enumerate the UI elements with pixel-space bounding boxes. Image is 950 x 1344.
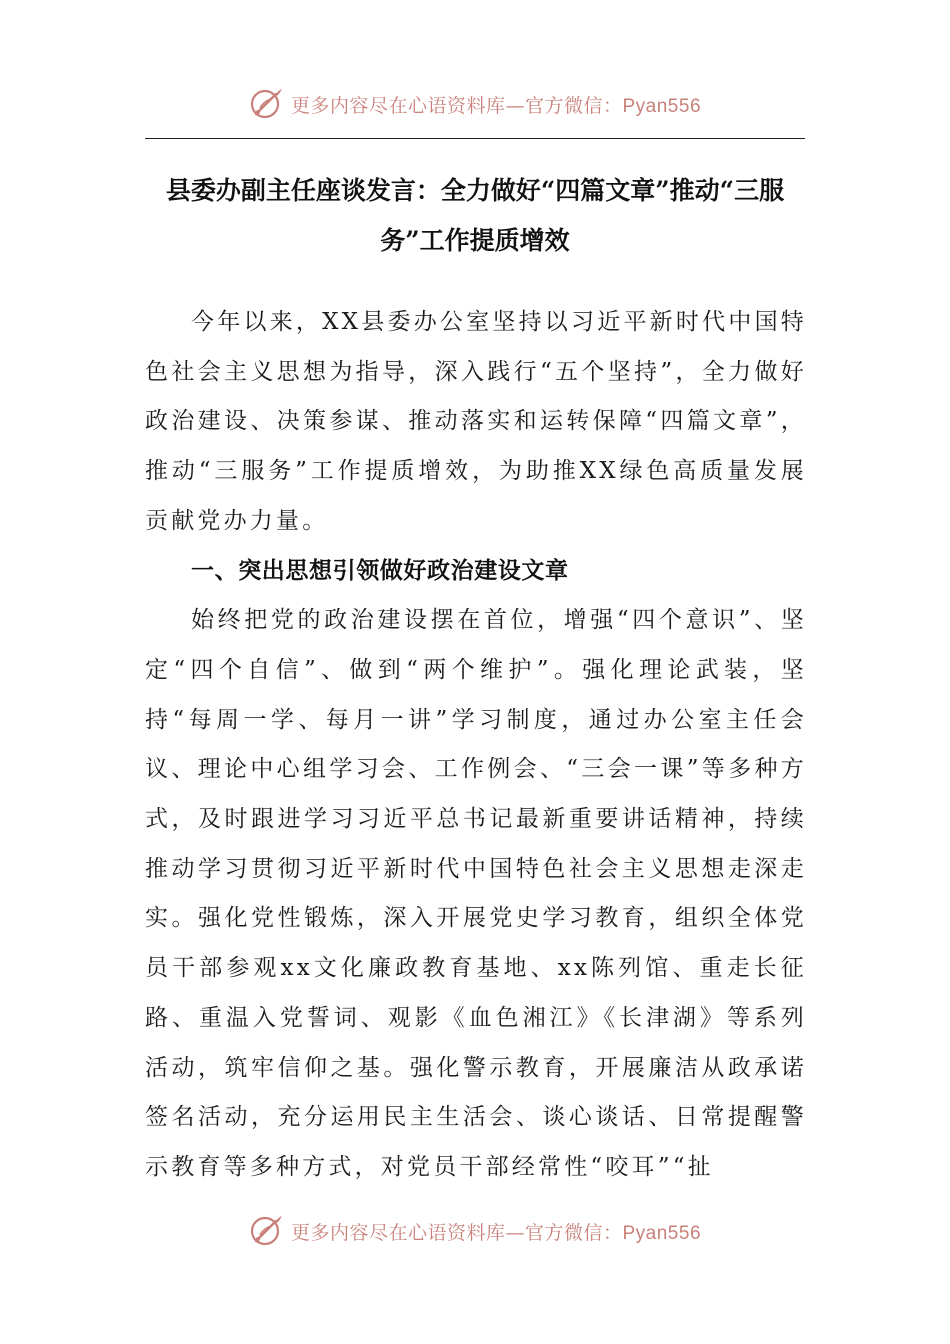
header-watermark [0,84,950,124]
document-body [145,298,807,1193]
quill-logo-icon [249,87,283,121]
wechat-id: Pyan556 [622,95,702,117]
section-heading: 一、突出思想引领做好政治建设文章 [191,557,569,584]
watermark-text: 更多内容尽在心语资料库—官方微信：Pyan556 [290,94,702,117]
intro-paragraph: 今年以来，XX县委办公室坚持以习近平新时代中国特色社会主义思想为指导，深入践行“五个坚持”，全力做好政治建设、决策参谋、推动落实和运转保障“四篇文章”，推动“三服务”工作提质增效，为助推XX绿色高质量发展贡献党办力量。 [145,309,807,534]
watermark-text: 更多内容尽在心语资料库—官方微信：Pyan556 [290,1221,702,1244]
footer-watermark [0,1211,950,1251]
quill-logo-icon [249,1214,283,1248]
document-title: 县委办副主任座谈发言：全力做好“四篇文章”推动“三服务”工作提质增效 [165,176,785,255]
section-paragraph: 始终把党的政治建设摆在首位，增强“四个意识”、坚定“四个自信”、做到“两个维护”。强化理论武装，坚持“每周一学、每月一讲”学习制度，通过办公室主任会议、理论中心组学习会、工作例会、“三会一课”等多种方式，及时跟进学习习近平总书记最新重要讲话精神，持续推动学习贯彻习近平新时代中国特色社会主义思想走深走实。强化党性锻炼，深入开展党史学习教育，组织全体党员干部参观xx文化廉政教育基地、xx陈列馆、重走长征路、重温入党誓词、观影《血色湘江》《长津湖》等系列活动，筑牢信仰之基。强化警示教育，开展廉洁从政承诺签名活动，充分运用民主生活会、谈心谈话、日常提醒警示教育等多种方式，对党员干部经常性“咬耳”“扯 [145,607,807,1180]
wechat-id: Pyan556 [622,1222,702,1244]
header-divider [145,138,805,139]
